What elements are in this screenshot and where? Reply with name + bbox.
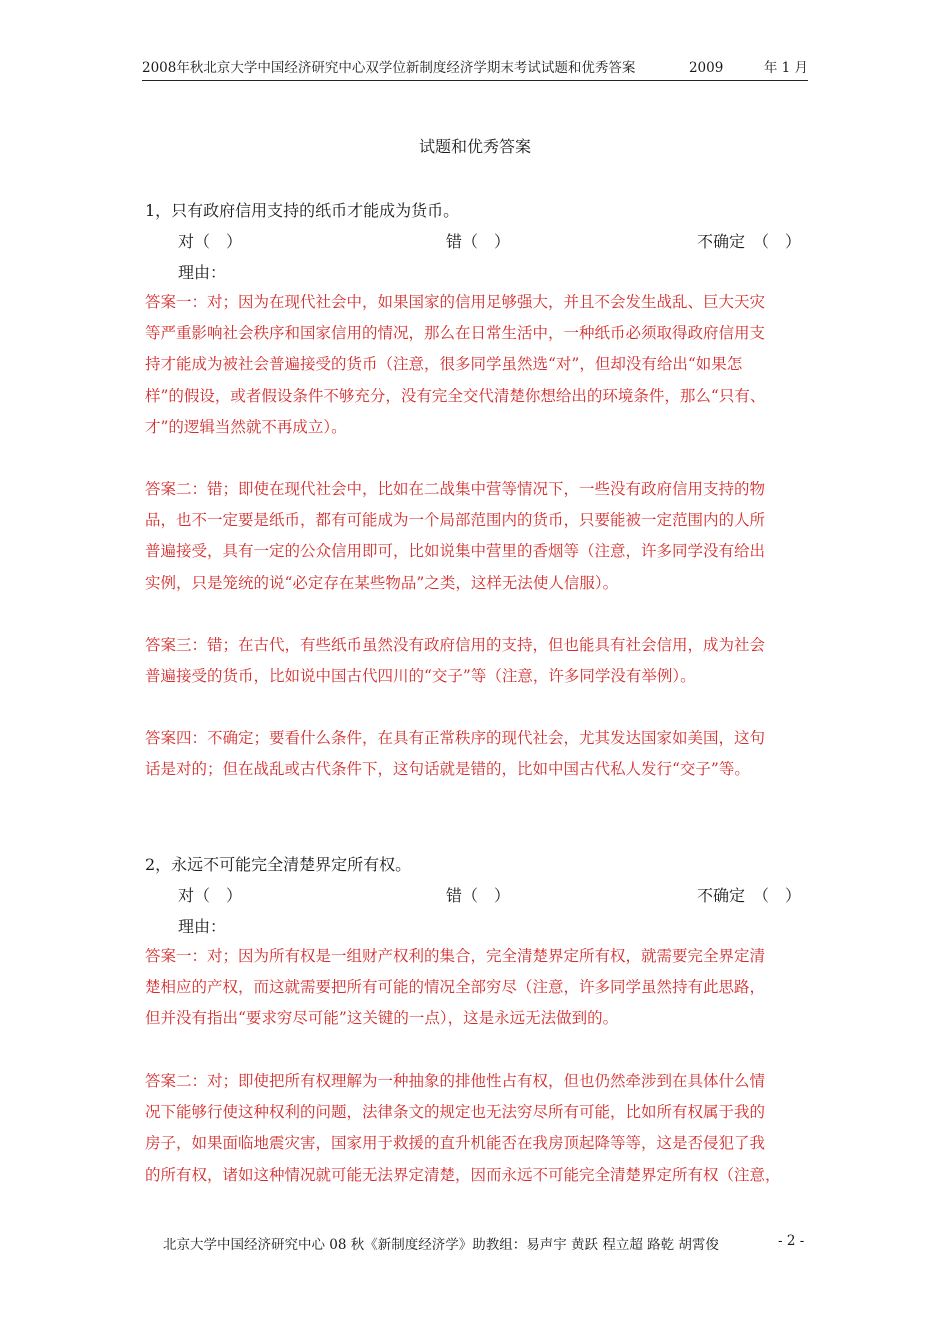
answer-paragraph [145,723,815,785]
answer-line: 话是对的；但在战乱或古代条件下，这句话就是错的，比如中国古代私人发行“交子”等。 [145,760,750,779]
answer-line: 等严重影响社会秩序和国家信用的情况，那么在日常生活中，一种纸币必须取得政府信用支 [145,324,766,343]
option-true: 对（ ） [178,886,243,905]
answer-line: 答案四：不确定；要看什么条件，在具有正常秩序的现代社会，尤其发达国家如美国，这句 [145,729,766,747]
header-title: 2008年秋北京大学中国经济研究中心双学位新制度经济学期末考试试题和优秀答案 [142,60,636,76]
option-unsure: 不确定 （ ） [697,886,802,905]
answer-paragraph [145,287,815,443]
reason-label: 理由： [178,917,227,936]
answer-line: 品，也不一定要是纸币，都有可能成为一个局部范围内的货币，只要能被一定范围内的人所 [145,511,766,530]
answer-line: 答案二：对；即使把所有权理解为一种抽象的排他性占有权，但也仍然牵涉到在具体什么情 [145,1072,766,1090]
answer-line: 答案三：错；在古代，有些纸币虽然没有政府信用的支持，但也能具有社会信用，成为社会 [145,636,766,654]
answer-line: 的所有权，诸如这种情况就可能无法界定清楚，因而永远不可能完全清楚界定所有权（注意， [145,1165,781,1184]
option-true: 对（ ） [178,232,243,251]
answer-paragraph [145,941,815,1035]
answer-paragraph [145,630,815,692]
page-number: - 2 - [778,1233,805,1249]
answer-line: 普遍接受的货币，比如说中国古代四川的“交子”等（注意，许多同学没有举例）。 [145,667,696,686]
answer-line: 持才能成为被社会普遍接受的货币（注意，很多同学虽然选“对”，但却没有给出“如果怎 [145,355,743,374]
answer-line: 普遍接受，具有一定的公众信用即可，比如说集中营里的香烟等（注意，许多同学没有给出 [145,542,766,561]
document-title: 试题和优秀答案 [418,137,531,156]
question-2-options [0,883,950,907]
answer-line: 房子，如果面临地震灾害，国家用于救援的直升机能否在我房顶起降等等，这是否侵犯了我 [145,1134,766,1153]
reason-label: 理由： [178,263,227,282]
question-2-text: 2，永远不可能完全清楚界定所有权。 [145,855,412,874]
option-unsure: 不确定 （ ） [697,232,802,251]
page-header [142,56,808,81]
answer-paragraph [145,474,815,599]
option-false: 错（ ） [446,886,511,905]
answer-line: 样”的假设，或者假设条件不够充分，没有完全交代清楚你想给出的环境条件，那么“只有、 [145,386,766,405]
answer-line: 答案一：对；因为所有权是一组财产权利的集合，完全清楚界定所有权，就需要完全界定清 [145,947,766,965]
answer-paragraph [145,1066,815,1191]
answer-line: 实例，只是笼统的说“必定存在某些物品”之类，这样无法使人信服）。 [145,573,619,592]
question-1-options [0,229,950,253]
question-1-text: 1，只有政府信用支持的纸币才能成为货币。 [145,201,460,220]
answer-line: 楚相应的产权，而这就需要把所有可能的情况全部穷尽（注意，许多同学虽然持有此思路， [145,978,766,997]
option-false: 错（ ） [446,232,511,251]
answer-line: 才”的逻辑当然就不再成立）。 [145,417,347,436]
answer-line: 答案二：错；即使在现代社会中，比如在二战集中营等情况下，一些没有政府信用支持的物 [145,480,766,498]
answer-line: 答案一：对；因为在现代社会中，如果国家的信用足够强大，并且不会发生战乱、巨大天灾 [145,293,766,311]
header-date: 2009 年 1 月 [688,60,808,76]
answer-line: 但并没有指出“要求穷尽可能”这关键的一点），这是永远无法做到的。 [145,1009,619,1028]
answer-line: 况下能够行使这种权利的问题，法律条文的规定也无法穷尽所有可能，比如所有权属于我的 [145,1103,766,1122]
footer-credits: 北京大学中国经济研究中心 08 秋《新制度经济学》助教组：易声宇 黄跃 程立超 路乾 胡霄俊 [163,1237,719,1253]
